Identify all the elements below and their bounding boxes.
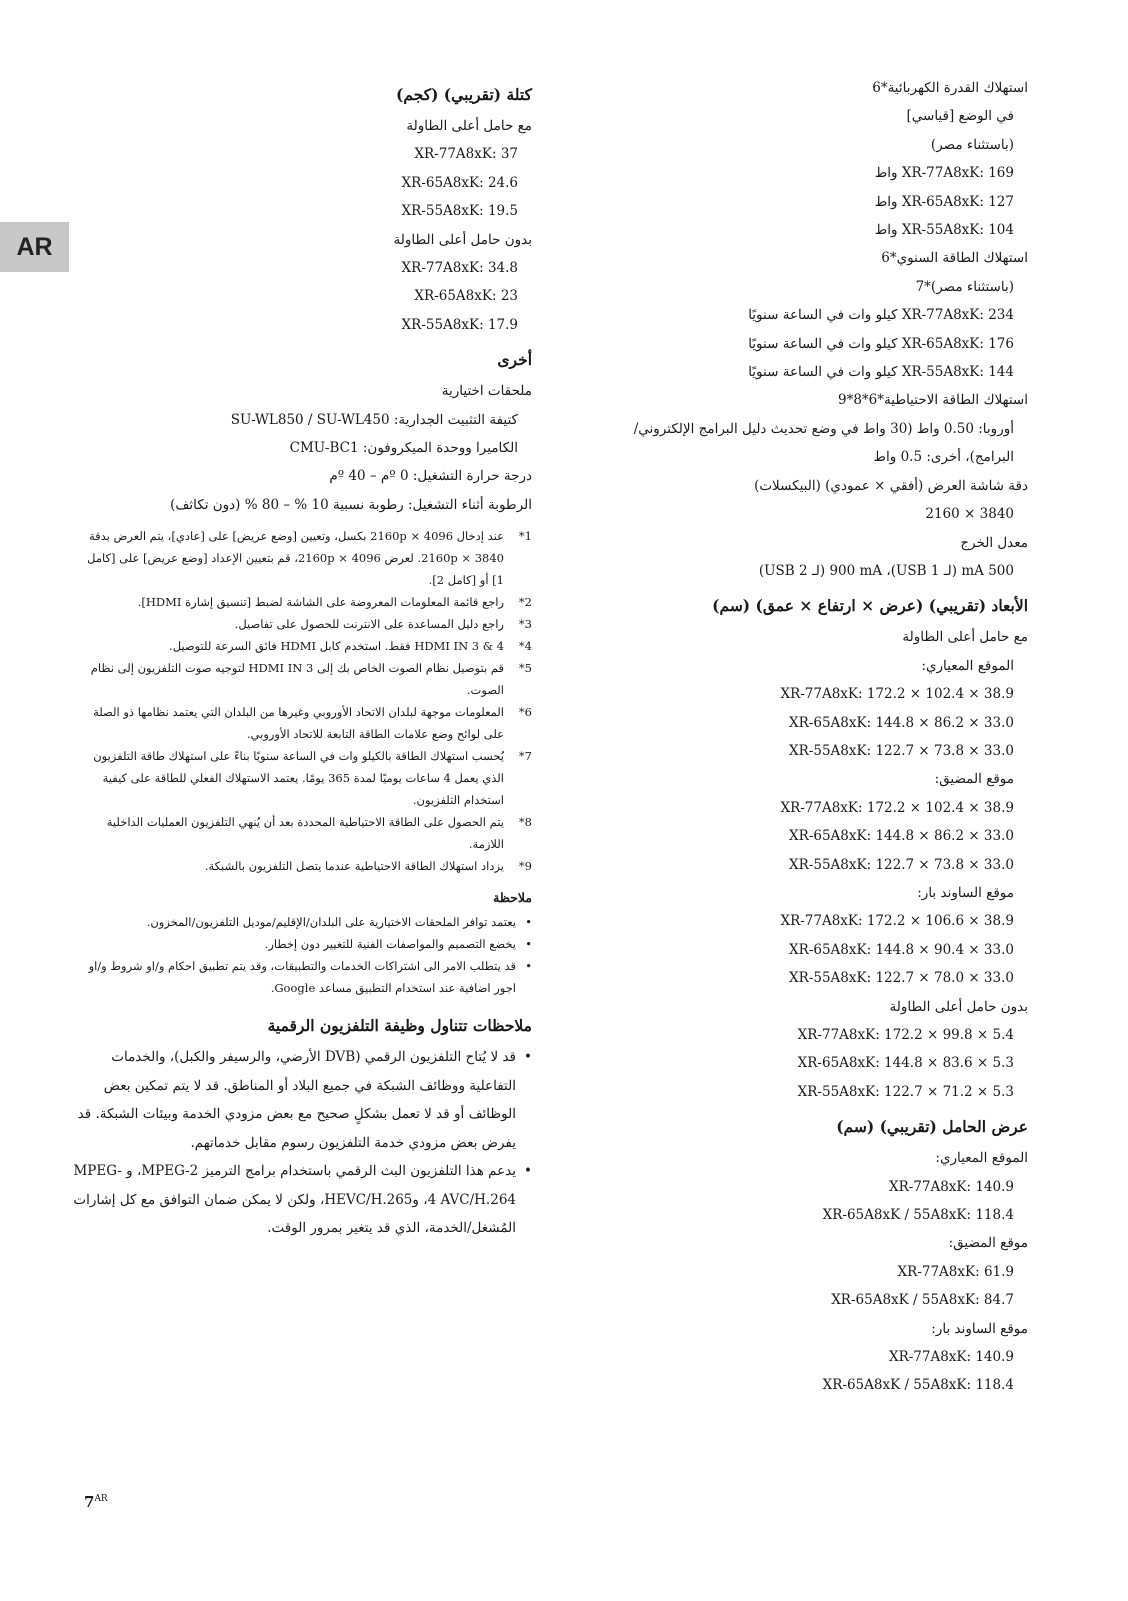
- spec-line: الرطوبة أثناء التشغيل: رطوبة نسبية 10 % – 80 % (دون تكاثف): [170, 496, 532, 513]
- spec-line: XR-65A8xK: 144.8 × 90.4 × 33.0: [789, 941, 1014, 958]
- digital-note-item: [72, 1043, 532, 1157]
- specs-left-column: [72, 74, 532, 1243]
- bullet-icon: •: [524, 1049, 532, 1066]
- specs-right-column: [588, 74, 1028, 1400]
- spec-line: XR-55A8xK: 122.7 × 71.2 × 5.3: [797, 1083, 1014, 1100]
- spec-line: XR-65A8xK: 144.8 × 86.2 × 33.0: [789, 714, 1014, 731]
- spec-line: (باستثناء مصر): [930, 136, 1014, 153]
- spec-line: بدون حامل أعلى الطاولة: [889, 998, 1028, 1015]
- footnote: [72, 701, 532, 745]
- note-text: يعتمد توافر الملحقات الاختيارية على البلدان/الإقليم/موديل التلفزيون/المخزون.: [146, 915, 516, 930]
- footnote-text: راجع دليل المساعدة على الانترنت للحصول على تفاصيل.: [234, 617, 504, 632]
- bullet-icon: •: [525, 937, 532, 952]
- note-text: يخضع التصميم والمواصفات الفنية للتغيير دون إخطار.: [264, 937, 516, 952]
- bullet-icon: •: [524, 1163, 532, 1180]
- spec-line: موقع الساوند بار:: [917, 884, 1014, 901]
- footnote-marker: *1: [518, 529, 532, 544]
- section-heading: عرض الحامل (تقريبي) (سم): [836, 1117, 1028, 1137]
- footnote: [72, 613, 532, 635]
- spec-line: ملحقات اختيارية: [441, 383, 532, 400]
- spec-line: XR-55A8xK: 122.7 × 73.8 × 33.0: [789, 742, 1014, 759]
- footnote-marker: *9: [518, 859, 532, 874]
- footnote: [72, 635, 532, 657]
- footnote-marker: *8: [518, 815, 532, 830]
- section-heading: الأبعاد (تقريبي) (عرض × ارتفاع × عمق) (سم): [712, 596, 1028, 616]
- footnote-text: يزداد استهلاك الطاقة الاحتياطية عندما يتصل التلفزيون بالشبكة.: [204, 859, 504, 874]
- footnote-text: يُحسب استهلاك الطاقة بالكيلو وات في الساعة سنويًا بناءً على استهلاك طاقة التلفزيون الذي يعمل 4 ساعات يوميًا لمدة 365 يومًا. يعتمد الاستهلاك الفعلي للطاقة على كيفية استخدام التلفزيون.: [93, 749, 504, 808]
- spec-line: XR-65A8xK: 23: [414, 288, 518, 305]
- spec-line: استهلاك الطاقة السنوي*6: [881, 250, 1028, 267]
- spec-line: استهلاك القدرة الكهربائية*6: [872, 80, 1028, 96]
- spec-line: XR-55A8xK: 19.5: [401, 203, 518, 220]
- digital-heading: ملاحظات تتناول وظيفة التلفزيون الرقمية: [267, 1016, 532, 1036]
- footnote-marker: *5: [518, 661, 532, 676]
- bullet-icon: •: [525, 915, 532, 930]
- footnote-marker: *6: [518, 705, 532, 720]
- spec-line: موقع الساوند بار:: [931, 1320, 1028, 1337]
- spec-line: الكاميرا ووحدة الميكروفون: CMU-BC1: [289, 440, 518, 457]
- footnote-text: قم بتوصيل نظام الصوت الخاص بك إلى HDMI IN 3 لتوجيه صوت التلفزيون إلى نظام الصوت.: [90, 661, 504, 698]
- spec-line: بدون حامل أعلى الطاولة: [393, 231, 532, 248]
- spec-line: 500 mA (لـ USB 1)، 900 mA (لـ USB 2): [758, 562, 1014, 579]
- digital-note-text: قد لا يُتاح التلفزيون الرقمي (DVB الأرضي، والرسيفر والكبل)، والخدمات التفاعلية ووظائف الشبكة في جميع البلاد أو المناطق. قد لا يتم تمكين بعض الوظائف أو قد لا تعمل بشكلٍ صحيح مع بعض مزودي الخدمة وبيئات الشبكة. قد يفرض بعض مزودي خدمة التلفزيون رسوم مقابل خدماتهم.: [77, 1049, 516, 1151]
- language-tab: AR: [0, 222, 69, 272]
- spec-line: موقع المضيق:: [948, 1235, 1028, 1252]
- note-text: قد يتطلب الامر الى اشتراكات الخدمات والتطبيقات، وقد يتم تطبيق احكام و/او شروط و/او اجور اضافية عند استخدام التطبيق مساعد Google.: [88, 959, 516, 996]
- footnote: [72, 811, 532, 855]
- note-item: [72, 911, 532, 933]
- footnote-text: المعلومات موجهة لبلدان الاتحاد الأوروبي وغيرها من البلدان التي يعتمد نظامها ذو الصلة على لوائح وضع علامات الطاقة التابعة للاتحاد الأوروبي.: [93, 705, 504, 742]
- section-heading: أخرى: [497, 350, 532, 370]
- mass-and-other-section: [72, 78, 532, 519]
- footnote: [72, 657, 532, 701]
- spec-line: (باستثناء مصر)*7: [915, 278, 1014, 295]
- spec-line: XR-77A8xK: 140.9: [888, 1178, 1014, 1195]
- spec-line: XR-55A8xK: 122.7 × 78.0 × 33.0: [789, 970, 1014, 987]
- footnote: [72, 745, 532, 811]
- note-item: [72, 933, 532, 955]
- spec-line: مع حامل أعلى الطاولة: [902, 629, 1028, 646]
- spec-line: XR-55A8xK: 122.7 × 73.8 × 33.0: [789, 856, 1014, 873]
- note-heading: ملاحظة: [493, 890, 532, 906]
- spec-line: دقة شاشة العرض (أفقي × عمودي) (البيكسلات): [754, 477, 1028, 494]
- footnote-text: راجع قائمة المعلومات المعروضة على الشاشة لضبط [تنسيق إشارة HDMI].: [137, 595, 504, 610]
- footnote-marker: *7: [518, 749, 532, 764]
- digital-notes-list: [72, 1043, 532, 1243]
- bullet-icon: •: [525, 959, 532, 974]
- footnote: [72, 855, 532, 877]
- footnote: [72, 525, 532, 591]
- footnote-text: HDMI IN 3 & 4 فقط. استخدم كابل HDMI فائق السرعة للتوصيل.: [169, 639, 504, 654]
- footnote-text: عند إدخال 4096 × 2160p بكسل، وتعيين [وضع عريض] على [عادي]، يتم العرض بدقة 3840 × 2160p. لعرض 4096 × 2160p، قم بتعيين الإعداد [وضع عريض] على [كامل 1] أو [كامل 2].: [87, 529, 504, 588]
- notes-list: [72, 911, 532, 999]
- note-item: [72, 955, 532, 999]
- footnote-text: يتم الحصول على الطاقة الاحتياطية المحددة بعد أن يُنهي التلفزيون العمليات الداخلية اللازمة.: [106, 815, 504, 852]
- spec-line: مع حامل أعلى الطاولة: [406, 118, 532, 134]
- spec-line: 3840 × 2160: [925, 506, 1014, 523]
- spec-line: XR-65A8xK: 24.6: [401, 174, 518, 191]
- spec-line: XR-65A8xK / 55A8xK: 84.7: [831, 1292, 1014, 1309]
- spec-line: XR-77A8xK: 37: [414, 146, 518, 163]
- spec-line: في الوضع [قياسي]: [906, 108, 1014, 125]
- footnote-marker: *2: [518, 595, 532, 610]
- spec-line: XR-77A8xK: 172.2 × 102.4 × 38.9: [780, 799, 1014, 816]
- spec-line: XR-77A8xK: 172.2 × 99.8 × 5.4: [797, 1027, 1014, 1043]
- spec-line: درجة حرارة التشغيل: 0 ºم – 40 ºم: [329, 468, 532, 485]
- page-number: $7^{AR}$: [84, 1493, 108, 1511]
- spec-line: XR-77A8xK: 172.2 × 102.4 × 38.9: [780, 686, 1014, 703]
- spec-line: أوروبا: 0.50 واط (30 واط في وضع تحديث دليل البرامج الإلكتروني/: [633, 420, 1014, 437]
- spec-line: XR-65A8xK: 144.8 × 83.6 × 5.3: [797, 1055, 1014, 1072]
- spec-line: XR-65A8xK: 176 كيلو وات في الساعة سنويًا: [748, 335, 1014, 352]
- footnote-marker: *4: [518, 639, 532, 654]
- spec-line: XR-65A8xK / 55A8xK: 118.4: [822, 1377, 1014, 1394]
- spec-line: XR-77A8xK: 140.9: [888, 1349, 1014, 1366]
- spec-line: XR-65A8xK: 144.8 × 86.2 × 33.0: [789, 828, 1014, 845]
- digital-note-text: يدعم هذا التلفزيون البث الرقمي باستخدام برامج الترميز MPEG-2، و MPEG-4 AVC/H.264، وHEVC/H.265، ولكن لا يمكن ضمان التوافق مع كل إشارات المُشغل/الخدمة، الذي قد يتغير بمرور الوقت.: [73, 1163, 516, 1237]
- spec-line: XR-55A8xK: 144 كيلو وات في الساعة سنويًا: [748, 364, 1014, 381]
- spec-line: XR-55A8xK: 17.9: [401, 316, 518, 333]
- spec-line: XR-77A8xK: 172.2 × 106.6 × 38.9: [780, 913, 1014, 930]
- spec-line: كتيفة التثبيت الجدارية: SU-WL850 / SU-WL450: [230, 411, 518, 428]
- spec-line: XR-55A8xK: 104 واط: [874, 222, 1014, 239]
- spec-line: XR-77A8xK: 234 كيلو وات في الساعة سنويًا: [748, 307, 1014, 324]
- spec-line: استهلاك الطاقة الاحتياطية*6*8*9: [837, 392, 1028, 409]
- digital-note-item: [72, 1157, 532, 1243]
- spec-line: الموقع المعياري:: [935, 1150, 1028, 1167]
- spec-line: موقع المضيق:: [934, 771, 1014, 788]
- spec-line: XR-77A8xK: 169 واط: [874, 165, 1014, 182]
- footnote: [72, 591, 532, 613]
- section-heading: كتلة (تقريبي) (كجم): [396, 85, 532, 104]
- spec-line: معدل الخرج: [960, 534, 1028, 551]
- spec-line: XR-65A8xK: 127 واط: [874, 193, 1014, 210]
- spec-line: الموقع المعياري:: [921, 657, 1014, 674]
- footnote-marker: *3: [518, 617, 532, 632]
- spec-line: XR-77A8xK: 61.9: [897, 1263, 1014, 1280]
- spec-line: XR-77A8xK: 34.8: [401, 260, 518, 277]
- spec-line: البرامج)، أخرى: 0.5 واط: [873, 449, 1014, 466]
- spec-line: XR-65A8xK / 55A8xK: 118.4: [822, 1207, 1014, 1224]
- footnotes: [72, 525, 532, 877]
